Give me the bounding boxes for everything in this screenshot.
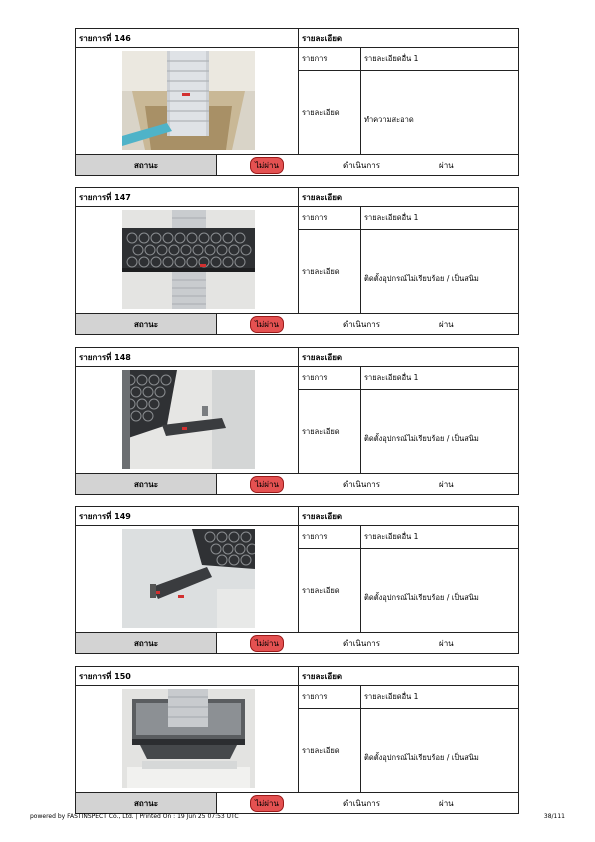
status-fail-badge: ไม่ผ่าน: [250, 316, 284, 333]
item-title: รายการที่ 147: [76, 188, 299, 206]
status-fail-badge: ไม่ผ่าน: [250, 157, 284, 174]
status-pass: ผ่าน: [439, 480, 454, 489]
detail-header: รายละเอียด: [302, 34, 343, 43]
status-label: สถานะ: [76, 633, 217, 653]
item-label: รายการ: [299, 526, 361, 548]
detail-value: ติดตั้งอุปกรณ์ไม่เรียบร้อย / เป็นสนิม: [364, 433, 479, 443]
item-label: รายการ: [299, 686, 361, 708]
item-value: รายละเอียดอื่น 1: [364, 692, 419, 701]
page-number: 38/111: [543, 813, 565, 820]
detail-value: ติดตั้งอุปกรณ์ไม่เรียบร้อย / เป็นสนิม: [364, 752, 479, 762]
detail-header: รายละเอียด: [302, 672, 343, 681]
status-pass: ผ่าน: [439, 161, 454, 170]
detail-label: รายละเอียด: [299, 390, 361, 473]
detail-header: รายละเอียด: [302, 193, 343, 202]
item-value: รายละเอียดอื่น 1: [364, 532, 419, 541]
status-fail-badge: ไม่ผ่าน: [250, 795, 284, 812]
item-title: รายการที่ 150: [76, 667, 299, 685]
status-in-progress: ดำเนินการ: [343, 639, 380, 648]
status-fail-badge: ไม่ผ่าน: [250, 476, 284, 493]
unit-frame-photo[interactable]: [122, 689, 255, 788]
item-value: รายละเอียดอื่น 1: [364, 213, 419, 222]
status-fail-badge: ไม่ผ่าน: [250, 635, 284, 652]
status-in-progress: ดำเนินการ: [343, 799, 380, 808]
item-title: รายการที่ 149: [76, 507, 299, 525]
filter-duct-photo[interactable]: [122, 210, 255, 309]
detail-label: รายละเอียด: [299, 230, 361, 313]
detail-header: รายละเอียด: [302, 353, 343, 362]
status-in-progress: ดำเนินการ: [343, 480, 380, 489]
item-title: รายการที่ 146: [76, 29, 299, 47]
item-label: รายการ: [299, 48, 361, 70]
status-in-progress: ดำเนินการ: [343, 161, 380, 170]
item-value: รายละเอียดอื่น 1: [364, 54, 419, 63]
detail-label: รายละเอียด: [299, 71, 361, 154]
status-label: สถานะ: [76, 474, 217, 494]
inspection-item: [75, 506, 519, 654]
detail-value: ทำความสะอาด: [364, 114, 414, 124]
inspection-item: [75, 28, 519, 176]
status-pass: ผ่าน: [439, 799, 454, 808]
bracket-photo[interactable]: [122, 529, 255, 628]
status-in-progress: ดำเนินการ: [343, 320, 380, 329]
status-label: สถานะ: [76, 793, 217, 813]
footer-credit: powered by FASTINSPECT Co., Ltd. | Printed On : 19 Jun 25 07:53 UTC: [30, 813, 239, 820]
duct-inspection-photo[interactable]: [122, 51, 255, 150]
detail-header: รายละเอียด: [302, 512, 343, 521]
detail-label: รายละเอียด: [299, 549, 361, 632]
item-label: รายการ: [299, 207, 361, 229]
bracket-photo[interactable]: [122, 370, 255, 469]
status-pass: ผ่าน: [439, 320, 454, 329]
inspection-item: [75, 347, 519, 495]
inspection-item: [75, 187, 519, 335]
status-label: สถานะ: [76, 155, 217, 175]
detail-value: ติดตั้งอุปกรณ์ไม่เรียบร้อย / เป็นสนิม: [364, 592, 479, 602]
detail-value: ติดตั้งอุปกรณ์ไม่เรียบร้อย / เป็นสนิม: [364, 273, 479, 283]
item-title: รายการที่ 148: [76, 348, 299, 366]
item-label: รายการ: [299, 367, 361, 389]
detail-label: รายละเอียด: [299, 709, 361, 792]
status-label: สถานะ: [76, 314, 217, 334]
item-value: รายละเอียดอื่น 1: [364, 373, 419, 382]
status-pass: ผ่าน: [439, 639, 454, 648]
inspection-item: [75, 666, 519, 814]
